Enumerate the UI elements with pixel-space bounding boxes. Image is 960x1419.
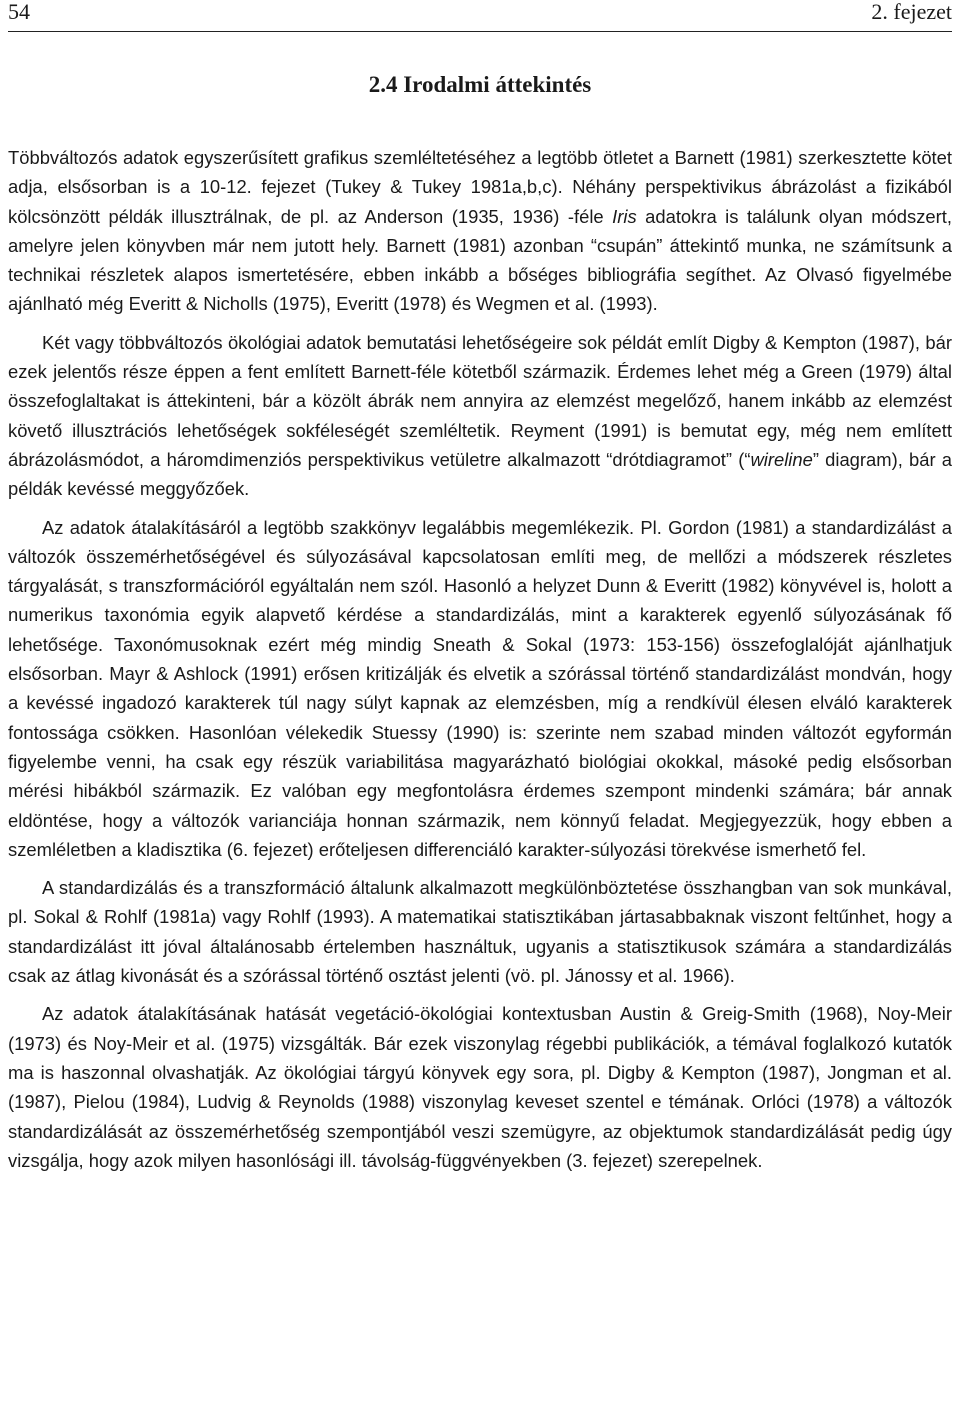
paragraph-1 <box>8 143 952 319</box>
text-run: adatokra is találunk olyan módszert, amelyre jelen könyvben már nem jutott hely. Barnett (1981) azonban “csupán” áttekintő munka, ne számítsunk a technikai részletek alapos ismertetésére, ebben inkább a bőséges bibliográfia segíthet. Az Olvasó figyelmébe ajánlható még Everitt & Nicholls (1975), Everitt (1978) és Wegmen et al. (1993). <box>8 205 952 315</box>
paragraph-3 <box>8 513 952 865</box>
text-run: A standardizálás és a transzformáció általunk alkalmazott megkülönböztetése összhangban van sok munkával, pl. Sokal & Rohlf (1981a) vagy Rohlf (1993). A matematikai statisztikában jártasabbaknak viszont feltűnhet, hogy a standardizálást itt jóval általánosabb értelemben használtuk, ugyanis a statisztikusok számára a standardizálás csak az átlag kivonását és a szórással történő osztást jelenti (vö. pl. Jánossy et al. 1966). <box>8 877 952 987</box>
section-title: 2.4 Irodalmi áttekintés <box>368 72 592 97</box>
chapter-label: 2. fejezet <box>871 0 952 24</box>
paragraph-5 <box>8 999 952 1175</box>
text-run: Többváltozós adatok egyszerűsített grafikus szemléltetéséhez a legtöbb ötletet a Barnett (1981) szerkesztette kötet adja, elsősorban is a 10-12. fejezet (Tukey & Tukey 1981a,b,c). Néhány perspektivikus ábrázolást a fizikából kölcsönzött példák illusztrálnak, de pl. az Anderson (1935, 1936) -féle <box>8 147 952 227</box>
text-run: Az adatok átalakításának hatását vegetáció-ökológiai kontextusban Austin & Greig-Smith (1968), Noy-Meir (1973) és Noy-Meir et al. (1975) vizsgálták. Bár ezek viszonylag régebbi publikációk, a témával foglalkozó kutatók ma is haszonnal olvashatják. Az ökológiai tárgyú könyvek egy sora, pl. Digby & Kempton (1987), Jongman et al. (1987), Pielou (1984), Ludvig & Reynolds (1988) viszonylag keveset szentel e témának. Orlóci (1978) a változók standardizálását az összemérhetőség szempontjából veszi szemügyre, az objektumok standardizálását pedig úgy vizsgálja, hogy azok milyen hasonlósági ill. távolság-függvényekben (3. fejezet) szerepelnek. <box>8 1003 952 1171</box>
text-run-italic: wireline <box>750 448 813 470</box>
text-run: Az adatok átalakításáról a legtöbb szakkönyv legalábbis megemlékezik. Pl. Gordon (1981) a standardizálást a változók összemérhetőségével és súlyozásával kapcsolatosan említi meg, de mellőzi a módszerek részletes tárgyalását, s transzformációról egyáltalán nem szól. Hasonló a helyzet Dunn & Everitt (1982) könyvével is, holott a numerikus taxonómia egyik alapvető kérdése a standardizálás, mint a karakterek egyenlő súlyozásának fő lehetősége. Taxonómusoknak ezért még mindig Sneath & Sokal (1973: 153-156) összefoglalóját ajánlhatjuk elsősorban. Mayr & Ashlock (1991) erősen kritizálják és elvetik a szórással történő standardizálást mondván, hogy a kevéssé ingadozó karakterek túl nagy súlyt kapnak az elemzésben, míg a rendkívül élesen elváló karakterek fontossága csökken. Hasonlóan vélekedik Stuessy (1990) is: szerinte nem szabad minden változót egyformán figyelembe venni, ha csak egy részük variabilitása magyarázható biológiai okokkal, másoké pedig elsősorban mérési hibákból származik. Ez valóban egy megfontolásra érdemes szempont mindenki számára; bár annak eldöntése, hogy a változók varianciája honnan származik, nem könnyű feladat. Megjegyezzük, hogy ebben a szemléletben a kladisztika (6. fejezet) erőteljesen differenciáló karakter-súlyozási törekvése ismerhető fel. <box>8 516 952 860</box>
text-run: ” diagram), bár a példák kevéssé meggyőzőek. <box>8 448 952 500</box>
page-number: 54 <box>8 0 30 24</box>
paragraph-2 <box>8 328 952 504</box>
body-text <box>8 143 952 1175</box>
text-run-italic: Iris <box>612 205 637 227</box>
text-run: Két vagy többváltozós ökológiai adatok bemutatási lehetőségeire sok példát említ Digby & Kempton (1987), bár ezek jelentős része éppen a fent említett Barnett-féle kötetből származik. Érdemes lehet még a Green (1979) által összefoglaltakat is áttekinteni, bár a közölt ábrák nem annyira az elemzést megelőző, hanem inkább az elemzést követő illusztrációs lehetőségek sokféleségét szemléltetik. Reyment (1991) is bemutat egy, még nem említett ábrázolásmódot, a háromdimenziós perspektivikus vetületre alkalmazott “drótdiagramot” (“ <box>8 331 952 470</box>
running-header <box>8 0 952 30</box>
header-rule <box>8 31 952 32</box>
paragraph-4 <box>8 873 952 990</box>
